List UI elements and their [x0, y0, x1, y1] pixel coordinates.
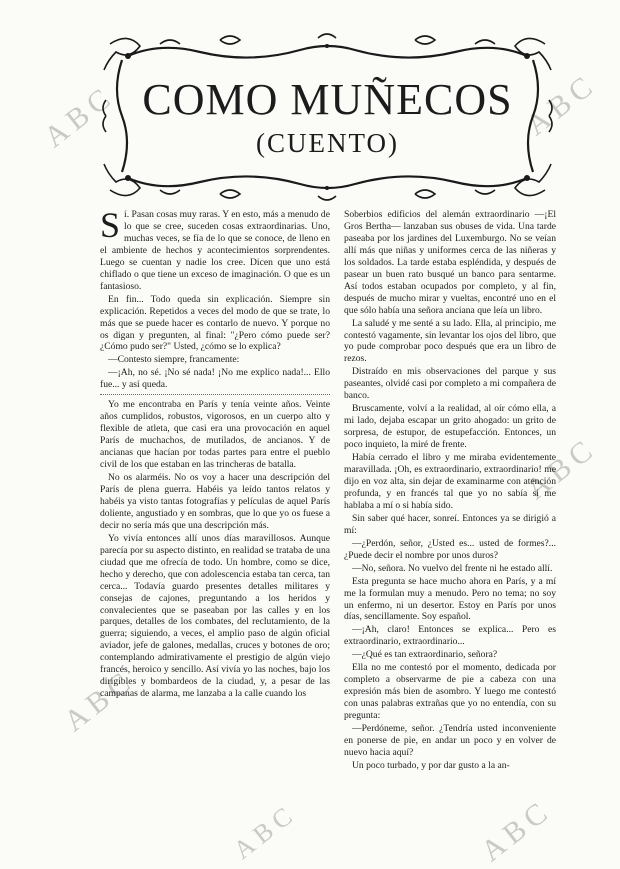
- watermark: ABC: [520, 66, 604, 143]
- paragraph: —¡Ah, no sé. ¡No sé nada! ¡No me explico nada!... Ello fue... y así queda.: [100, 367, 330, 391]
- article-column-left: [100, 205, 330, 701]
- paragraph: Había cerrado el libro y me miraba evidentemente maravillada. ¡Oh, es extraordinario, extraordinario! me dijo en voz alta, sin dejar de examinarme con atención profunda, y en francés tal que yo no sabía si me hablaba a mí o si había sido.: [344, 452, 556, 511]
- paragraph: —No, señora. No vuelvo del frente ni he estado allí.: [352, 562, 553, 574]
- paragraph: En fin... Todo queda sin explicación. Siempre sin explicación. Repetidos a veces del modo de que se trate, lo más que se puede hacer es contarlo de nuevo. Y porque no os digan y pregunten, al final: "¿Pero cómo puede ser? ¿Cómo pudo ser?" Usted, ¿cómo se lo explica?: [100, 293, 330, 353]
- paragraph: Esta pregunta se hace mucho ahora en París, y a mí me la formulan muy a menudo. Pero no tema; no soy un enfermo, ni un desertor. Estoy en París por unos días, sencillamente. Soy español.: [344, 575, 556, 623]
- drop-cap: S: [100, 205, 121, 245]
- paragraph: Yo me encontraba en París y tenía veinte años. Veinte años cumplidos, robustos, vigorosos, en un cuerpo alto y flexible de atleta, que casi era una provocación en aquel París de muchachos, de mutilados, de ancianos. Y de ancianas que hacían por todas partes para entre el pueblo civil de los que estaban en las trincheras de batalla.: [100, 399, 330, 471]
- paragraph: Ella no me contestó por el momento, dedicada por completo a observarme de pie a cabeza con una expresión más bien de asombro. Y luego me contestó con unas palabras extrañas que yo no entendía, con su pregunta:: [344, 662, 556, 722]
- paragraph: —¡Ah, claro! Entonces se explica... Pero es extraordinario, extraordinario...: [344, 624, 556, 648]
- paragraph: —¿Qué es tan extraordinario, señora?: [352, 649, 498, 661]
- watermark: ABC: [228, 797, 303, 865]
- paragraph: Distraído en mis observaciones del parque y sus paseantes, olvidé casi por completo a mi compañera de banco.: [344, 366, 556, 402]
- paragraph: Sin saber qué hacer, sonreí. Entonces ya se dirigió a mí:: [344, 512, 556, 536]
- section-divider: [100, 394, 330, 395]
- watermark: ABC: [38, 78, 122, 155]
- paragraph: Sí. Pasan cosas muy raras. Y en esto, más a menudo de lo que se cree, suceden cosas extraordinarias. Uno, muchas veces, se fía de lo que se conoce, de lleno en el ambiente de hechos y acontecimientos sorprendentes. Luego se cuentan y nadie los cree. Dicen que uno está chiflado o que tiene un exceso de imaginación. O que es un fantasioso.: [100, 205, 330, 292]
- paragraph: La saludé y me senté a su lado. Ella, al principio, me contestó vagamente, sin levantar los ojos del libro, que yo pude comprobar poco después que era un libro de rezos.: [344, 317, 556, 365]
- paragraph: No os alarméis. No os voy a hacer una descripción del París de plena guerra. Habéis ya leído tantos relatos y habéis ya visto tantas fotografías y películas de aquel París doliente, angustiado y en sombras, que lo que yo os fuese a decir no sería más que una descripción más.: [100, 472, 330, 531]
- paragraph: Un poco turbado, y por dar gusto a la an-: [352, 759, 510, 771]
- paragraph: —Contesto siempre, francamente:: [108, 354, 240, 366]
- title-frame: [100, 30, 555, 202]
- watermark: ABC: [520, 430, 604, 507]
- watermark: ABC: [475, 792, 559, 869]
- page-title: COMO MUÑECOS: [142, 75, 513, 124]
- watermark: ABC: [58, 662, 142, 739]
- page-subtitle: (CUENTO): [256, 128, 399, 158]
- paragraph: —Perdóneme, señor. ¿Tendría usted inconveniente en ponerse de pie, en andar un poco y en volver de nuevo hacia aquí?: [344, 723, 556, 758]
- paragraph: Bruscamente, volví a la realidad, al oír cómo ella, a mi lado, dejaba escapar un grito ahogado: un grito de sorpresa, de estupor, de estupefacción. Entonces, un poco inquieto, la miré de frente.: [344, 403, 556, 451]
- paragraph: —¿Perdón, señor, ¿Usted es... usted de formes?... ¿Puede decir el nombre por unos duros?: [344, 537, 556, 561]
- paragraph: Soberbios edificios del alemán extraordinario —¡El Gros Bertha— lanzaban sus obuses de vida. Una tarde paseaba por los jardines del Luxemburgo. No se veían allí más que niñas y uniformes cerca de las niñeras y los soldados. La tarde estaba espléndida, y después de pasear un buen rato busqué un banco para sentarme. Así todos estaban ocupados por completo, y al fin, después de mucho mirar y vueltas, encontré uno en el que sólo había una señora anciana que leía un libro.: [344, 209, 556, 316]
- paragraph: Yo vivía entonces allí unos días maravillosos. Aunque parecía por su aspecto distinto, en realidad se trataba de una ciudad que me ofrecía de todo. Un hombre, como se dice, hecho y derecho, que con adolescencia estaba tan cerca, tan cerca... Todavía guardo presentes detalles militares y consejas de cajones, preguntando a los heridos y convalecientes que se paseaban por las calles y en los parques, detalles de los combates, del reclutamiento, de la guerra; siguiendo, a veces, el amplio paso de algún oficial aviador, jefe de galones, medallas, cruces y botones de oro; contemplando admirativamente el prestigio de algún viejo francés, heroico y sencillo. Así vivía yo las noches, bajo los dirigibles y bombardeos de la ciudad, y, a pesar de las campanas de alarma, me lanzaba a la calle cuando los: [100, 532, 330, 700]
- article-column-right: [344, 209, 556, 773]
